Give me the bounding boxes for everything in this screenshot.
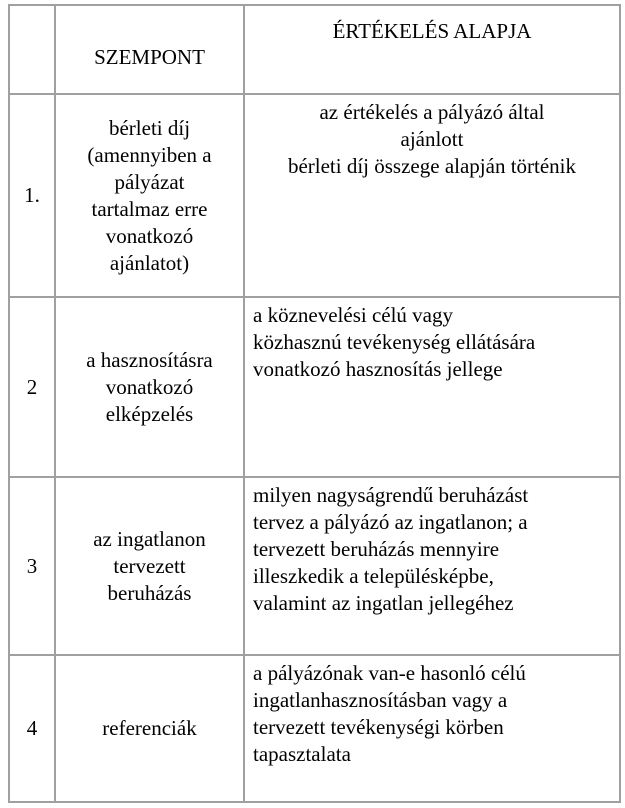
header-basis: ÉRTÉKELÉS ALAPJA bbox=[244, 5, 620, 94]
criterion-line: tervezett bbox=[113, 553, 186, 578]
basis-line: ajánlott bbox=[400, 127, 464, 151]
basis-cell bbox=[244, 477, 620, 655]
basis-line: tervezett beruházás mennyire bbox=[253, 537, 500, 561]
basis-line: a köznevelési célú vagy bbox=[253, 303, 453, 327]
criterion-line: vonatkozó bbox=[105, 223, 194, 248]
row-number: 2 bbox=[9, 297, 55, 477]
table-row bbox=[9, 655, 620, 802]
table-row bbox=[9, 297, 620, 477]
criterion-cell bbox=[55, 297, 244, 477]
table-row bbox=[9, 477, 620, 655]
basis-line: közhasznú tevékenység ellátására bbox=[253, 330, 536, 354]
basis-line: tervez a pályázó az ingatlanon; a bbox=[253, 510, 528, 534]
criterion-line: pályázat bbox=[114, 169, 185, 194]
criterion-line: bérleti díj bbox=[108, 115, 191, 140]
basis-line: bérleti díj összege alapján történik bbox=[287, 154, 577, 178]
basis-line: tapasztalata bbox=[253, 742, 351, 766]
header-number bbox=[9, 5, 55, 94]
criterion-line: a hasznosításra bbox=[86, 347, 213, 372]
criterion-line: referenciák bbox=[102, 716, 197, 740]
basis-cell bbox=[244, 94, 620, 297]
basis-cell bbox=[244, 655, 620, 802]
evaluation-criteria-table bbox=[8, 4, 621, 803]
row-number: 3 bbox=[9, 477, 55, 655]
basis-line: ingatlanhasznosításban vagy a bbox=[253, 688, 508, 712]
row-number: 4 bbox=[9, 655, 55, 802]
criterion-line: ajánlatot) bbox=[109, 250, 190, 275]
criterion-line: tartalmaz erre bbox=[91, 196, 208, 221]
table-row bbox=[9, 94, 620, 297]
header-criterion: SZEMPONT bbox=[55, 5, 244, 94]
basis-line: a pályázónak van-e hasonló célú bbox=[253, 661, 526, 685]
criterion-line: (amennyiben a bbox=[87, 142, 212, 167]
criterion-cell bbox=[55, 94, 244, 297]
criterion-line: vonatkozó bbox=[105, 374, 194, 399]
criterion-line: elképzelés bbox=[105, 401, 194, 426]
basis-line: valamint az ingatlan jellegéhez bbox=[253, 591, 514, 615]
basis-cell bbox=[244, 297, 620, 477]
basis-line: tervezett tevékenységi körben bbox=[253, 715, 504, 739]
criterion-line: beruházás bbox=[107, 580, 192, 605]
basis-line: milyen nagyságrendű beruházást bbox=[253, 483, 529, 507]
criterion-line: az ingatlanon bbox=[93, 526, 206, 551]
basis-line: az értékelés a pályázó által bbox=[319, 100, 545, 124]
criterion-cell bbox=[55, 477, 244, 655]
header-row bbox=[9, 5, 620, 94]
row-number: 1. bbox=[9, 94, 55, 297]
criterion-cell bbox=[55, 655, 244, 802]
basis-line: illeszkedik a településképbe, bbox=[253, 564, 494, 588]
basis-line: vonatkozó hasznosítás jellege bbox=[253, 357, 503, 381]
